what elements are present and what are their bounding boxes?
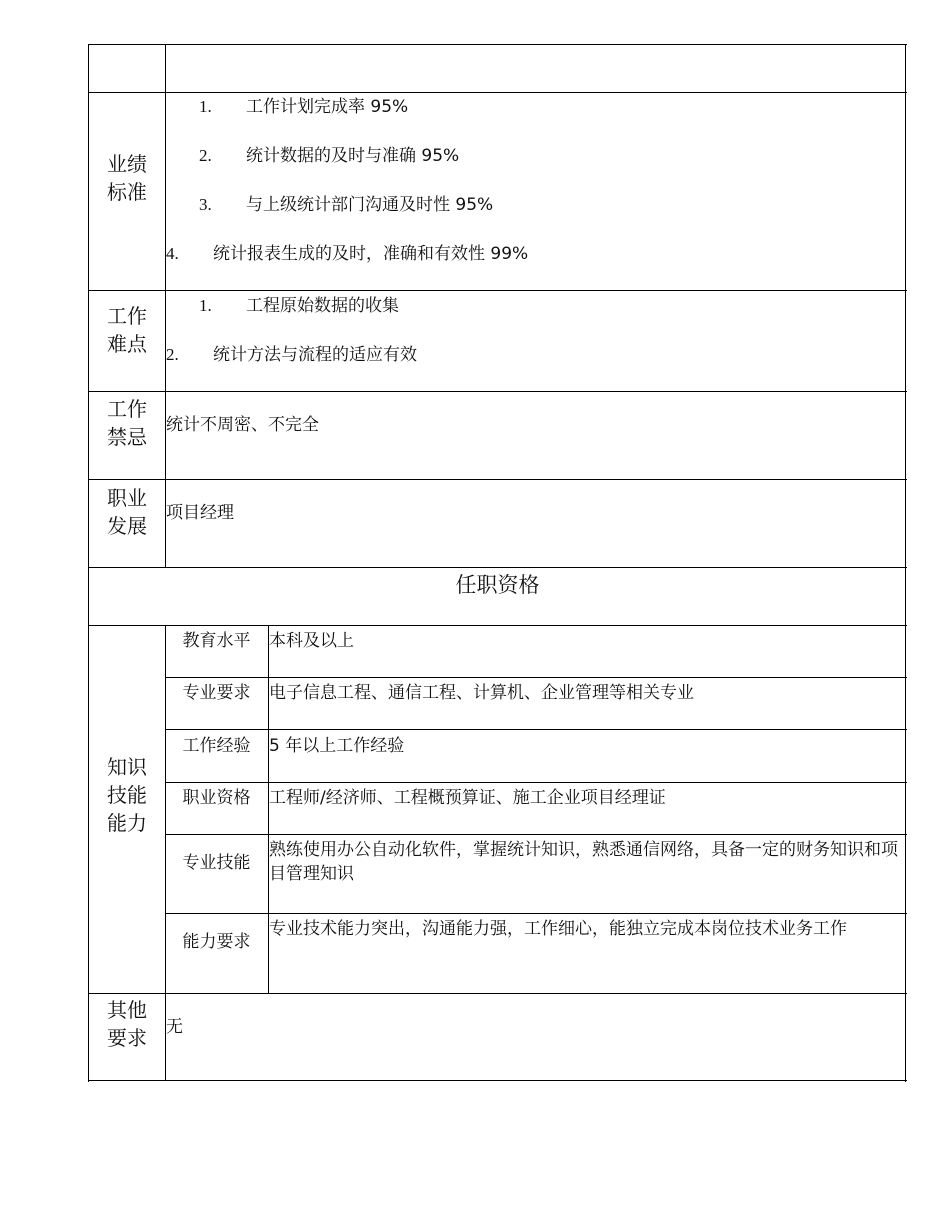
- career-label: [88, 484, 166, 540]
- taboos-label: [88, 395, 166, 451]
- taboos-label-line1: 工作: [107, 397, 147, 421]
- education-label: 教育水平: [182, 631, 251, 651]
- difficulties-item-2-number: 2.: [166, 345, 179, 364]
- sub-row-divider: [166, 913, 907, 914]
- table-border-top: [88, 44, 907, 45]
- sub-row-divider: [166, 677, 907, 678]
- experience-value: 5 年以上工作经验: [269, 736, 405, 756]
- ability-label: 能力要求: [182, 932, 251, 952]
- other-label-line2: 要求: [107, 1026, 147, 1050]
- other-text: 无: [166, 1017, 183, 1037]
- career-text: 项目经理: [166, 503, 234, 523]
- row-divider: [88, 993, 907, 994]
- performance-label-line2: 标准: [107, 180, 147, 204]
- major-label: 专业要求: [182, 683, 251, 703]
- education-value: 本科及以上: [269, 631, 354, 651]
- career-label-line2: 发展: [107, 514, 147, 538]
- experience-label: 工作经验: [182, 736, 251, 756]
- difficulties-item-2-text: 统计方法与流程的适应有效: [213, 345, 417, 365]
- performance-label-line1: 业绩: [107, 152, 147, 176]
- row-divider: [88, 92, 907, 93]
- performance-item-2-number: 2.: [199, 146, 212, 165]
- row-divider: [88, 567, 907, 568]
- difficulties-item-1-text: 工程原始数据的收集: [246, 296, 399, 316]
- taboos-text: 统计不周密、不完全: [166, 415, 319, 435]
- job-description-table: [88, 44, 907, 1082]
- performance-item-1-number: 1.: [199, 97, 212, 116]
- sub-row-divider: [166, 834, 907, 835]
- other-label: [88, 996, 166, 1052]
- sub-row-divider: [166, 729, 907, 730]
- ability-value: 专业技术能力突出，沟通能力强，工作细心，能独立完成本岗位技术业务工作: [269, 919, 847, 939]
- table-border-right: [905, 44, 906, 1082]
- row-divider: [88, 290, 907, 291]
- skills-value: 熟练使用办公自动化软件，掌握统计知识，熟悉通信网络，具备一定的财务知识和项目管理知识: [269, 840, 898, 884]
- knowledge-label: [88, 753, 166, 837]
- difficulties-label-line2: 难点: [107, 332, 147, 356]
- other-label-line1: 其他: [107, 998, 147, 1022]
- row-divider: [88, 625, 907, 626]
- taboos-label-line2: 禁忌: [107, 425, 147, 449]
- performance-item-3-number: 3.: [199, 195, 212, 214]
- performance-item-4-text: 统计报表生成的及时，准确和有效性 99%: [213, 244, 529, 264]
- knowledge-label-line1: 知识: [107, 755, 147, 779]
- difficulties-label-line1: 工作: [107, 304, 147, 328]
- performance-item-4-number: 4.: [166, 244, 179, 263]
- difficulties-label: [88, 302, 166, 358]
- performance-item-2-text: 统计数据的及时与准确 95%: [246, 146, 460, 166]
- knowledge-label-line3: 能力: [107, 811, 147, 835]
- performance-label: [88, 150, 166, 206]
- row-divider: [88, 391, 907, 392]
- row-divider: [88, 479, 907, 480]
- performance-item-1-text: 工作计划完成率 95%: [246, 97, 409, 117]
- sub-row-divider: [166, 782, 907, 783]
- qualification-section-title: 任职资格: [455, 573, 540, 597]
- career-label-line1: 职业: [107, 486, 147, 510]
- certification-value: 工程师/经济师、工程概预算证、施工企业项目经理证: [269, 788, 666, 808]
- performance-item-3-text: 与上级统计部门沟通及时性 95%: [246, 195, 494, 215]
- skills-label: 专业技能: [182, 853, 251, 873]
- knowledge-label-line2: 技能: [107, 783, 147, 807]
- certification-label: 职业资格: [182, 788, 251, 808]
- difficulties-item-1-number: 1.: [199, 296, 212, 315]
- table-border-bottom: [88, 1080, 907, 1081]
- major-value: 电子信息工程、通信工程、计算机、企业管理等相关专业: [269, 683, 694, 703]
